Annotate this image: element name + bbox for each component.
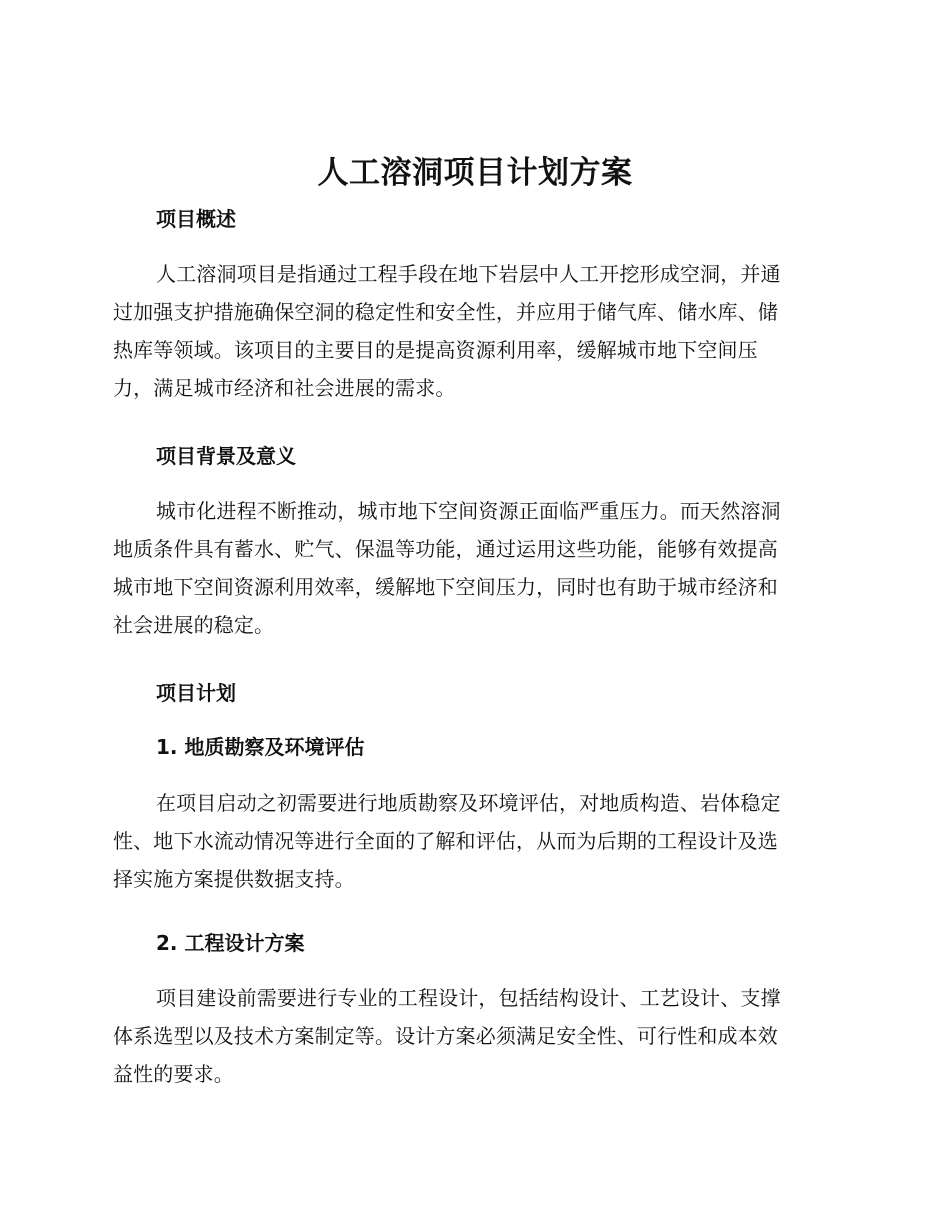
paragraph-line: 益性的要求。 xyxy=(113,1062,234,1086)
paragraph-line: 人工溶洞项目是指通过工程手段在地下岩层中人工开挖形成空洞，并通 xyxy=(156,262,781,286)
section-heading-design: 2. 工程设计方案 xyxy=(156,931,305,955)
paragraph-line: 社会进展的稳定。 xyxy=(113,613,275,637)
document-title: 人工溶洞项目计划方案 xyxy=(317,155,633,191)
section-paragraph-background xyxy=(113,492,829,644)
section-heading-overview: 项目概述 xyxy=(156,207,236,231)
paragraph-line: 性、地下水流动情况等进行全面的了解和评估，从而为后期的工程设计及选 xyxy=(113,829,778,853)
paragraph-line: 过加强支护措施确保空洞的稳定性和安全性，并应用于储气库、储水库、储 xyxy=(113,300,778,324)
paragraph-line: 择实施方案提供数据支持。 xyxy=(113,867,355,891)
paragraph-line: 在项目启动之初需要进行地质勘察及环境评估，对地质构造、岩体稳定 xyxy=(156,791,781,815)
paragraph-line: 项目建设前需要进行专业的工程设计，包括结构设计、工艺设计、支撑 xyxy=(156,986,781,1010)
section-paragraph-overview xyxy=(113,255,829,407)
paragraph-line: 城市地下空间资源利用效率，缓解地下空间压力，同时也有助于城市经济和 xyxy=(113,575,778,599)
section-paragraph-design xyxy=(113,979,829,1093)
paragraph-line: 热库等领域。该项目的主要目的是提高资源利用率，缓解城市地下空间压 xyxy=(113,338,758,362)
paragraph-line: 城市化进程不断推动，城市地下空间资源正面临严重压力。而天然溶洞 xyxy=(156,499,781,523)
section-heading-geology: 1. 地质勘察及环境评估 xyxy=(156,735,365,759)
paragraph-line: 地质条件具有蓄水、贮气、保温等功能，通过运用这些功能，能够有效提高 xyxy=(113,537,778,561)
section-heading-plan: 项目计划 xyxy=(156,681,236,705)
section-heading-background: 项目背景及意义 xyxy=(156,444,296,468)
paragraph-line: 体系选型以及技术方案制定等。设计方案必须满足安全性、可行性和成本效 xyxy=(113,1024,778,1048)
paragraph-line: 力，满足城市经济和社会进展的需求。 xyxy=(113,376,456,400)
section-paragraph-geology xyxy=(113,784,829,898)
